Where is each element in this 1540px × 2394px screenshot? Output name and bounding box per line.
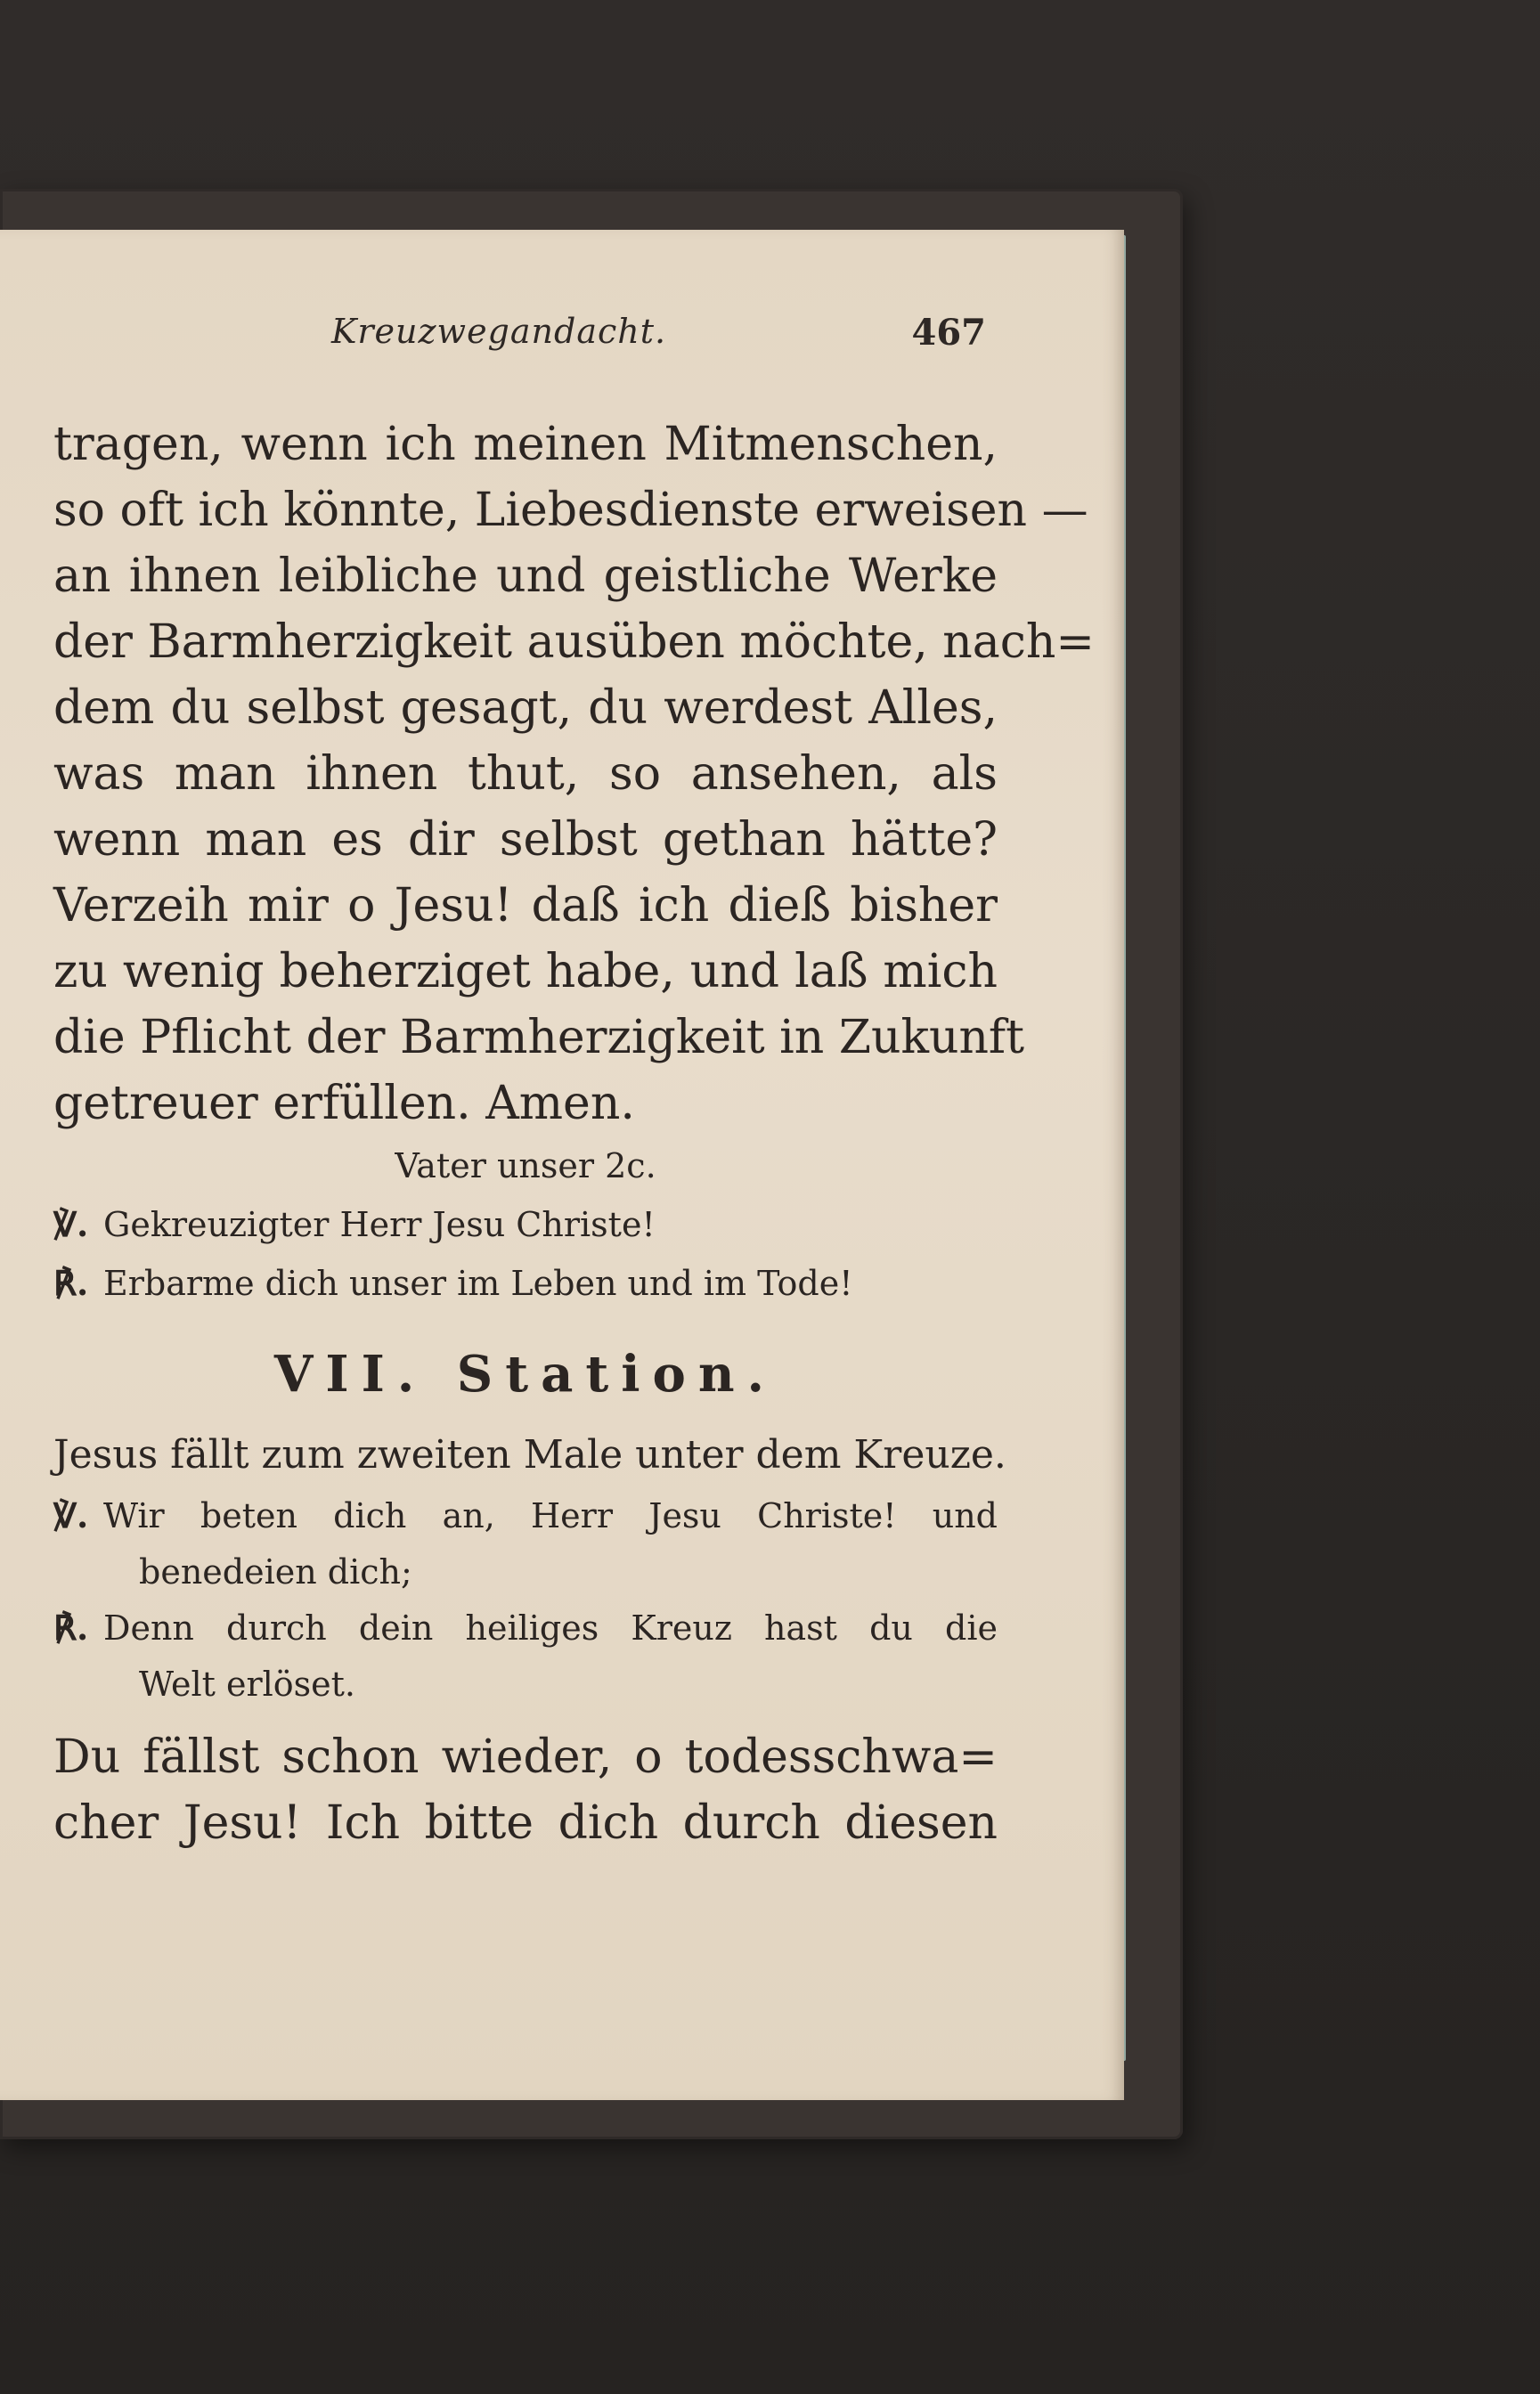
station-heading: VII. Station. — [273, 1345, 778, 1404]
page-body — [53, 411, 1095, 1856]
versicle-mark: ℣. — [53, 1204, 89, 1244]
body-line: die Pflicht der Barmherzigkeit in Zukunft — [53, 1011, 1025, 1064]
station-versicle-line — [53, 1487, 998, 1544]
pater-noster-line: Vater unser 2c. — [395, 1146, 656, 1185]
response-mark: ℟. — [53, 1263, 89, 1303]
response-line — [53, 1254, 998, 1313]
body-line: so oft ich könnte, Liebesdienste erweisen — — [53, 484, 1088, 537]
versicle-mark: ℣. — [53, 1495, 89, 1535]
spacer — [53, 1712, 998, 1724]
versicle-text: Gekreuzigter Herr Jesu Christe! — [103, 1205, 656, 1244]
station-title: Jesus fällt zum zweiten Male unter dem Kreuze. — [53, 1432, 1006, 1478]
body-line: was man ihnen thut, so ansehen, als — [53, 747, 998, 801]
body-line: getreuer erfüllen. Amen. — [53, 1077, 635, 1130]
body-line: zu wenig beherziget habe, und laß mich — [53, 945, 998, 998]
running-head — [331, 312, 986, 365]
station-response-text: Denn durch dein heiliges Kreuz hast du die — [103, 1608, 998, 1648]
body-line: dem du selbst gesagt, du werdest Alles, — [53, 681, 998, 735]
running-head-title: Kreuzwegandacht. — [331, 312, 667, 351]
versicle-line — [53, 1195, 998, 1254]
page-number: 467 — [911, 312, 986, 354]
body-line: wenn man es dir selbst gethan hätte? — [53, 813, 998, 867]
meditation-line: cher Jesu! Ich bitte dich durch diesen — [53, 1796, 998, 1850]
body-line: an ihnen leibliche und geistliche Werke — [53, 550, 998, 603]
body-line: tragen, wenn ich meinen Mitmenschen, — [53, 418, 998, 471]
response-text: Erbarme dich unser im Leben und im Tode! — [103, 1264, 853, 1303]
response-mark: ℟. — [53, 1608, 89, 1648]
station-versicle-text: Wir beten dich an, Herr Jesu Christe! und — [103, 1496, 998, 1535]
station-response-line — [53, 1600, 998, 1657]
body-line: Verzeih mir o Jesu! daß ich dieß bisher — [53, 879, 998, 932]
station-response-continuation: Welt erlöset. — [139, 1665, 355, 1704]
station-versicle-continuation: benedeien dich; — [139, 1552, 412, 1592]
body-line: der Barmherzigkeit ausüben möchte, nach= — [53, 615, 1095, 669]
meditation-line: Du fällst schon wieder, o todesschwa= — [53, 1730, 998, 1784]
